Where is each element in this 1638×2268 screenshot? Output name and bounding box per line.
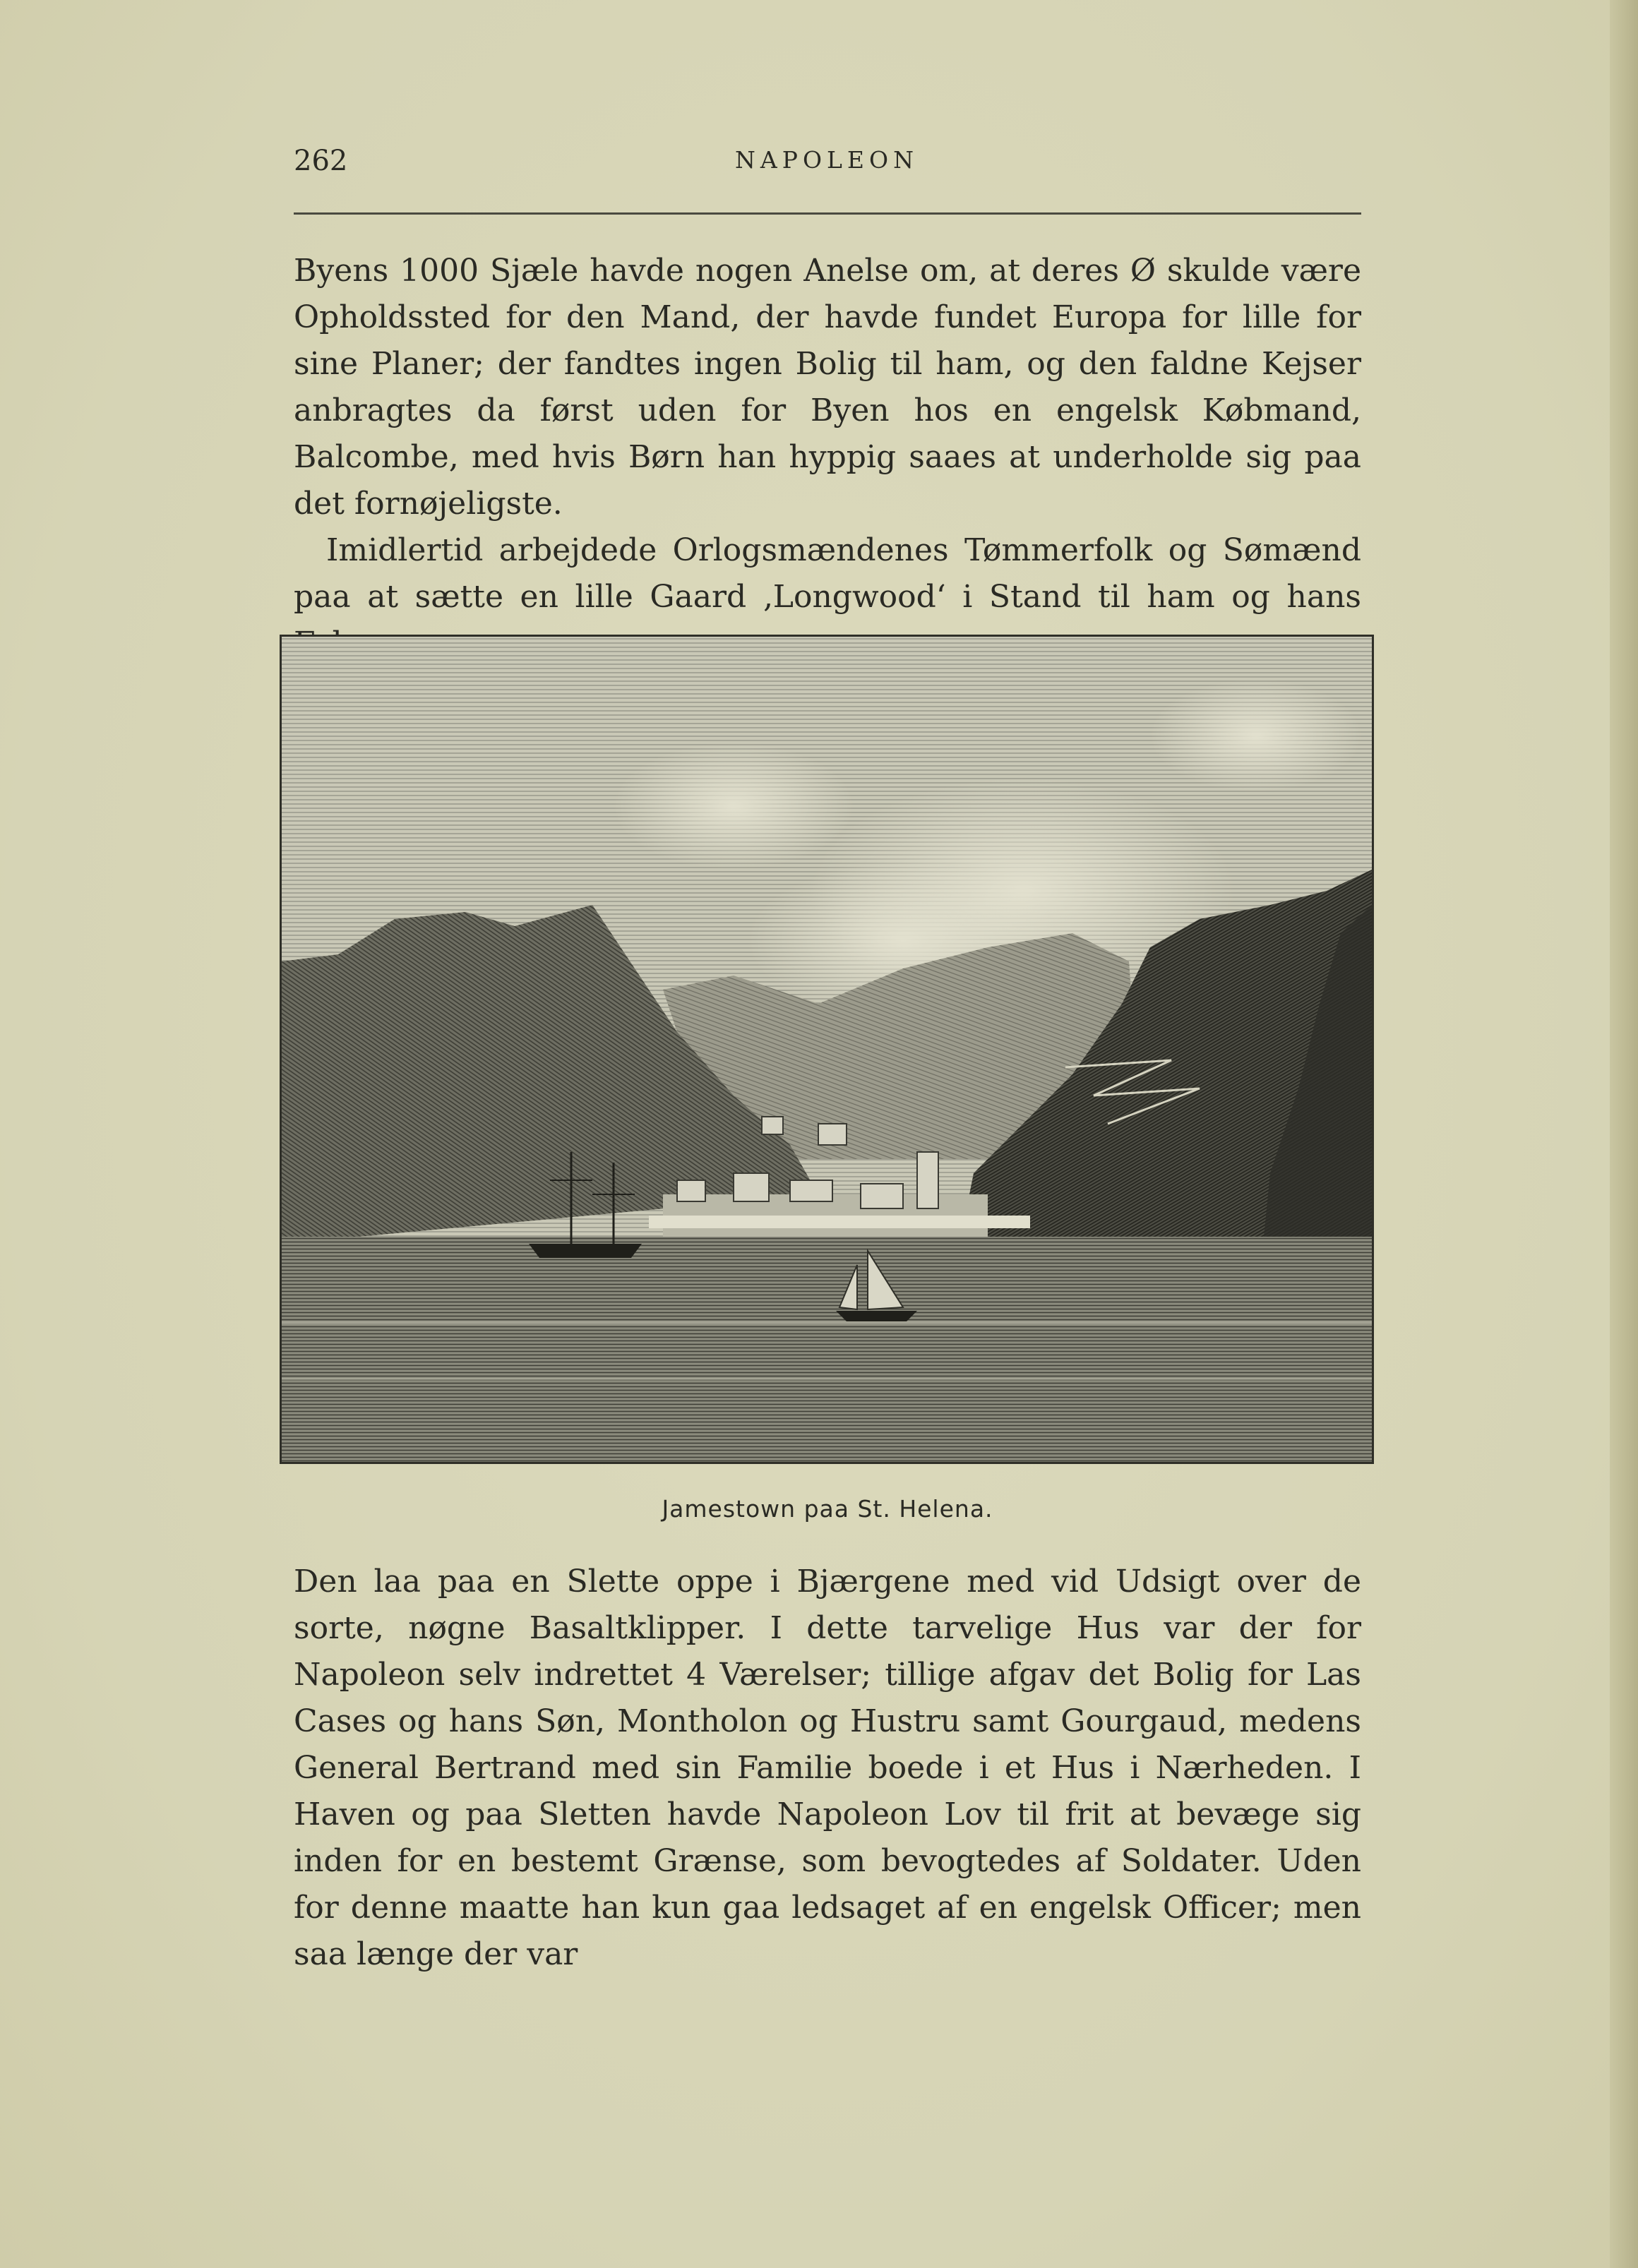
running-title: NAPOLEON [735,146,919,174]
water [282,1237,1372,1462]
paragraph: Imidlertid arbejdede Orlogsmændenes Tømmerfolk og Sømænd paa at sætte en lille Gaard ‚Longwood‘ i Stand til ham og hans [294,532,1361,615]
paragraph: Byens 1000 Sjæle havde nogen Anelse om, at deres Ø skulde være Opholdssted for den Mand, der havde fundet Europa for lille for sine Planer; der fandtes ingen Bolig til ham, og den faldne Kejser anbragtes da først uden for Byen hos en engelsk Købmand, Balcombe, med hvis Børn han hyppig saaes at underholde sig paa det fornøjeligste. [294,253,1361,522]
page-number: 262 [294,145,348,177]
text-block-after-figure [294,1559,1361,1978]
text-block-before-figure [294,248,1361,667]
figure-caption: Jamestown paa St. Helena. [662,1495,993,1523]
cloud [1150,679,1362,792]
page-edge [1610,0,1638,2268]
paragraph: Den laa paa en Slette oppe i Bjærgene med vid Udsigt over de sorte, nøgne Basaltklipper. I dette tarvelige Hus var der for Napoleon selv indrettet 4 Værelser; tillige afgav det Bolig for Las Cases og hans Søn, Montholon og Hustru samt Gourgaud, medens General Bertrand med sin Familie boede i et Hus i Nærheden. I Haven og paa Sletten havde Napoleon Lov til frit at bevæge sig inden for en bestemt Grænse, som bevogtedes af Soldater. Uden for denne maatte han kun gaa ledsaget af en engelsk Officer; men saa længe der var [294,1564,1361,1972]
page-header [294,145,1360,180]
cloud [614,743,854,870]
engraving-jamestown [280,635,1374,1464]
header-rule [294,212,1361,215]
